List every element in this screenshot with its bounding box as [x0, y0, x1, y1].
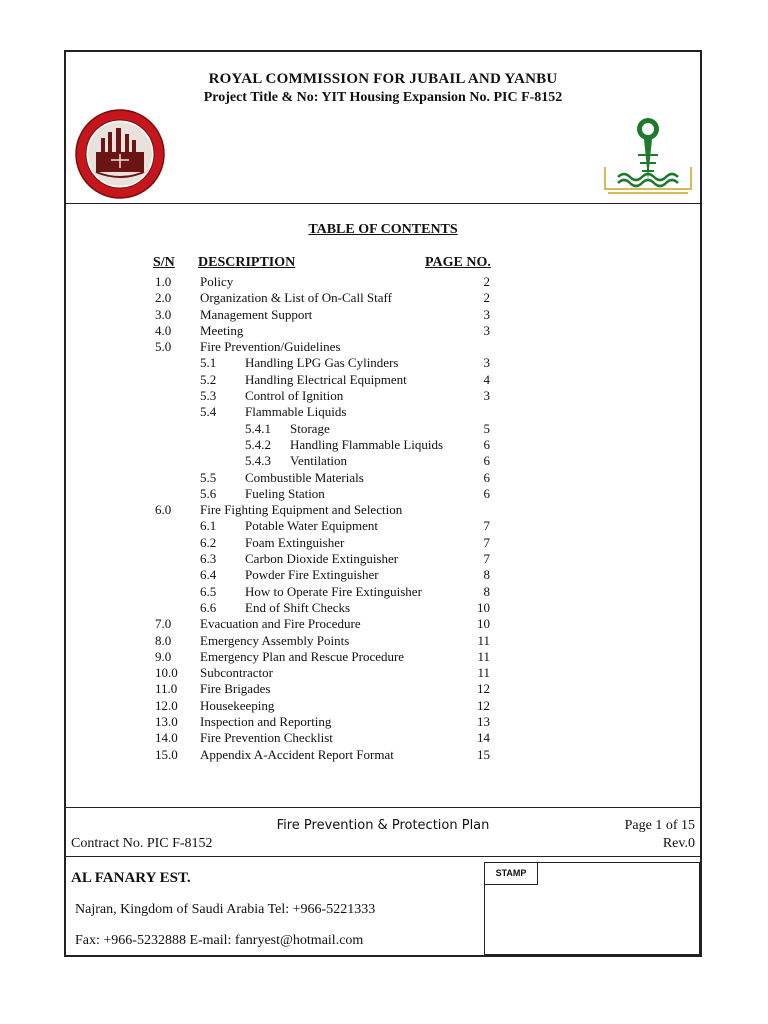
toc-description: Handling LPG Gas Cylinders: [245, 355, 399, 371]
toc-description: Fire Prevention/Guidelines: [200, 339, 341, 355]
toc-row: [66, 437, 700, 453]
toc-row: [66, 274, 700, 290]
toc-description: Meeting: [200, 322, 244, 338]
page-number: Page 1 of 15: [624, 818, 695, 833]
toc-row: [66, 649, 700, 665]
toc-section-number: 11.0: [155, 681, 178, 697]
toc-row: [66, 584, 700, 600]
toc-description: Emergency Plan and Rescue Procedure: [200, 648, 405, 664]
toc-description: How to Operate Fire Extinguisher: [245, 583, 422, 599]
toc-description: Carbon Dioxide Extinguisher: [245, 551, 399, 567]
toc-description: Foam Extinguisher: [245, 534, 345, 550]
toc-section-number: 5.2: [200, 371, 217, 387]
toc-page-number: 7: [483, 518, 490, 534]
toc-section-number: 5.1: [200, 355, 217, 371]
toc-page-number: 3: [483, 388, 490, 404]
company-name: AL FANARY EST.: [71, 870, 191, 886]
toc-description: Fire Brigades: [200, 681, 271, 697]
toc-description: Combustible Materials: [245, 469, 364, 485]
toc-row: [66, 486, 700, 502]
toc-row: [66, 388, 700, 404]
organization-title: ROYAL COMMISSION FOR JUBAIL AND YANBU: [208, 71, 558, 87]
toc-section-number: 2.0: [155, 290, 172, 306]
toc-section-number: 13.0: [155, 714, 178, 730]
toc-section-number: 5.4.1: [245, 420, 271, 436]
toc-section-number: 10.0: [155, 665, 178, 681]
toc-page-number: 2: [483, 290, 490, 306]
kingdom-seal-icon: [71, 108, 169, 200]
toc-section-number: 12.0: [155, 697, 178, 713]
revision: Rev.0: [662, 836, 695, 851]
toc-description: Storage: [290, 420, 330, 436]
toc-description: Control of Ignition: [245, 388, 344, 404]
toc-section-number: 15.0: [155, 746, 178, 762]
toc-description: Management Support: [200, 306, 313, 322]
toc-section-number: 5.0: [155, 339, 172, 355]
toc-page-number: 4: [483, 371, 490, 387]
toc-section-number: 4.0: [155, 322, 172, 338]
toc-row: [66, 567, 700, 583]
toc-description: Handling Electrical Equipment: [245, 371, 407, 387]
toc-page-number: 6: [483, 436, 490, 452]
toc-row: [66, 535, 700, 551]
toc-page-number: 2: [483, 274, 490, 289]
col-sn-header: S/N: [153, 255, 175, 270]
project-title: Project Title & No: YIT Housing Expansion No. PIC F-8152: [203, 90, 563, 105]
company-contact: Fax: +966-5232888 E-mail: fanryest@hotmail.com: [75, 933, 364, 948]
toc-description: Handling Flammable Liquids: [290, 436, 444, 452]
toc-row: [66, 290, 700, 306]
toc-row: [66, 355, 700, 371]
toc-page-number: 7: [483, 551, 490, 567]
contract-number: Contract No. PIC F-8152: [71, 836, 213, 851]
toc-description: Subcontractor: [200, 665, 273, 681]
toc-section-number: 14.0: [155, 730, 178, 746]
toc-row: [66, 404, 700, 420]
toc-page-number: 8: [483, 567, 490, 583]
toc-section-number: 6.4: [200, 567, 217, 583]
toc-description: End of Shift Checks: [245, 599, 351, 615]
toc-page-number: 14: [477, 730, 490, 746]
toc-page-number: 11: [477, 632, 490, 648]
toc-description: Ventilation: [290, 453, 348, 469]
toc-page-number: 5: [483, 420, 490, 436]
toc-description: Flammable Liquids: [245, 404, 347, 420]
toc-row: [66, 339, 700, 355]
toc-section-number: 8.0: [155, 632, 172, 648]
toc-description: Fire Fighting Equipment and Selection: [200, 502, 403, 518]
toc-row: [66, 470, 700, 486]
toc-page-number: 7: [483, 534, 490, 550]
col-description-header: DESCRIPTION: [198, 255, 296, 270]
toc-section-number: 5.4.3: [245, 453, 271, 469]
toc-section-number: 6.5: [200, 583, 217, 599]
toc-row: [66, 714, 700, 730]
stamp-label: STAMP: [485, 863, 538, 885]
toc-row: [66, 372, 700, 388]
toc-description: Appendix A-Accident Report Format: [200, 746, 394, 762]
toc-section-number: 9.0: [155, 648, 172, 664]
footer-divider: [66, 807, 700, 808]
toc-page-number: 10: [477, 599, 490, 615]
toc-row: [66, 518, 700, 534]
toc-row: [66, 323, 700, 339]
toc-page-number: 13: [477, 714, 490, 730]
toc-row: [66, 616, 700, 632]
document-header: [66, 52, 700, 204]
toc-page-number: 15: [477, 746, 490, 762]
toc-description: Organization & List of On-Call Staff: [200, 290, 392, 306]
toc-page-number: 11: [477, 648, 490, 664]
toc-row: [66, 502, 700, 518]
toc-row: [66, 681, 700, 697]
toc-row: [66, 600, 700, 616]
toc-description: Fire Prevention Checklist: [200, 730, 333, 746]
toc-row: [66, 421, 700, 437]
company-address: Najran, Kingdom of Saudi Arabia Tel: +966-5221333: [75, 902, 376, 917]
toc-page-number: 3: [483, 322, 490, 338]
toc-page-number: 6: [483, 469, 490, 485]
toc-page-number: 11: [477, 665, 490, 681]
toc-section-number: 5.5: [200, 469, 217, 485]
toc-page-number: 6: [483, 485, 490, 501]
toc-title: TABLE OF CONTENTS: [308, 222, 458, 237]
toc-row: [66, 551, 700, 567]
toc-description: Policy: [200, 274, 234, 289]
footer-divider-2: [66, 856, 700, 857]
toc-page-number: 3: [483, 306, 490, 322]
toc-page-number: 10: [477, 616, 490, 632]
toc-row: [66, 747, 700, 763]
toc-row: [66, 453, 700, 469]
toc-section-number: 5.3: [200, 388, 217, 404]
toc-section-number: 5.6: [200, 485, 217, 501]
toc-row: [66, 730, 700, 746]
toc-row: [66, 698, 700, 714]
plan-title: Fire Prevention & Protection Plan: [276, 818, 490, 833]
toc-row: [66, 307, 700, 323]
toc-page-number: 8: [483, 583, 490, 599]
toc-page-number: 3: [483, 355, 490, 371]
toc-description: Evacuation and Fire Procedure: [200, 616, 361, 632]
toc-section-number: 3.0: [155, 306, 172, 322]
tower-logo-icon: [602, 107, 694, 197]
toc-description: Potable Water Equipment: [245, 518, 379, 534]
toc-list: [66, 274, 700, 763]
stamp-box: [484, 862, 700, 955]
col-page-header: PAGE NO.: [425, 255, 491, 270]
toc-section-number: 5.4: [200, 404, 217, 420]
toc-section-number: 6.6: [200, 599, 217, 615]
toc-section-number: 6.1: [200, 518, 217, 534]
toc-section-number: 6.0: [155, 502, 172, 518]
toc-description: Emergency Assembly Points: [200, 632, 350, 648]
toc-description: Powder Fire Extinguisher: [245, 567, 379, 583]
toc-page-number: 6: [483, 453, 490, 469]
toc-description: Inspection and Reporting: [200, 714, 332, 730]
toc-section-number: 6.3: [200, 551, 217, 567]
toc-page-number: 12: [477, 697, 490, 713]
toc-row: [66, 633, 700, 649]
toc-section-number: 1.0: [155, 274, 172, 289]
toc-description: Housekeeping: [200, 697, 275, 713]
toc-section-number: 7.0: [155, 616, 172, 632]
toc-section-number: 5.4.2: [245, 436, 271, 452]
document-frame: [64, 50, 702, 957]
toc-description: Fueling Station: [245, 485, 325, 501]
toc-row: [66, 665, 700, 681]
toc-page-number: 12: [477, 681, 490, 697]
toc-section-number: 6.2: [200, 534, 217, 550]
